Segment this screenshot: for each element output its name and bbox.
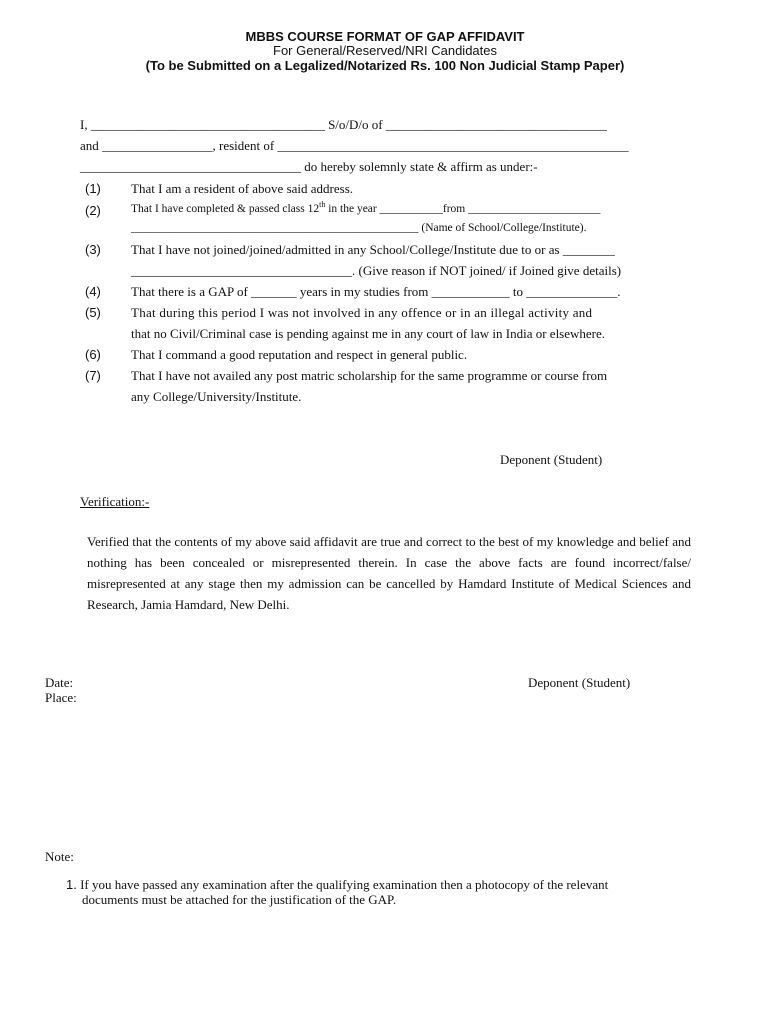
item-7-line-1: That I have not availed any post matric scholarship for the same programme or course from — [131, 368, 608, 383]
date-label: Date: — [45, 675, 74, 690]
item-number-3: (3) — [85, 242, 101, 257]
deponent-signature-label: Deponent (Student) — [500, 452, 603, 467]
document-subtitle: For General/Reserved/NRI Candidates — [273, 43, 497, 58]
item-2-line-2: __________________________________________________ (Name of School/College/Institute). — [131, 222, 587, 234]
item-number-7: (7) — [85, 368, 101, 383]
intro-line-2: and _________________, resident of ______________________________________________________ — [80, 138, 629, 153]
item-7-line-2: any College/University/Institute. — [131, 389, 302, 404]
item-1-line-1: That I am a resident of above said address. — [131, 181, 354, 196]
note-item-line-1: If you have passed any examination after the qualifying examination then a photocopy of the relevant — [80, 877, 609, 892]
item-2-text-pre: That I have completed & passed class 12 — [131, 203, 320, 215]
item-number-6: (6) — [85, 347, 101, 362]
item-3-line-2: __________________________________. (Give reason if NOT joined/ if Joined give details) — [131, 263, 622, 278]
item-2-line-1 — [131, 200, 601, 215]
note-heading: Note: — [45, 849, 74, 864]
item-3-line-1: That I have not joined/joined/admitted in any School/College/Institute due to or as ________ — [131, 242, 615, 257]
verification-heading: Verification:- — [80, 494, 150, 509]
document-instruction: (To be Submitted on a Legalized/Notarized Rs. 100 Non Judicial Stamp Paper) — [145, 58, 625, 73]
place-label: Place: — [45, 690, 77, 705]
intro-line-3: __________________________________ do hereby solemnly state & affirm as under:- — [80, 159, 538, 174]
note-item-line-2: documents must be attached for the justification of the GAP. — [82, 892, 397, 907]
item-2-superscript: th — [319, 200, 326, 209]
deponent-signature-label-2: Deponent (Student) — [528, 675, 631, 690]
verification-text: Verified that the contents of my above said affidavit are true and correct to the best of my knowledge and belief and nothing has been concealed or misrepresented therein. In case the above facts are found incorrect/false/ misrepresented at any stage then my admission can be cancelled by Hamdard Institute of Medical Sciences and Research, Jamia Hamdard, New Delhi. — [87, 534, 691, 612]
document-title: MBBS COURSE FORMAT OF GAP AFFIDAVIT — [245, 29, 525, 44]
item-number-2: (2) — [85, 203, 101, 218]
item-5-line-1: That during this period I was not involved in any offence or in an illegal activity and — [131, 305, 593, 320]
note-item-number: 1. — [66, 877, 77, 892]
item-6-line-1: That I command a good reputation and respect in general public. — [131, 347, 468, 362]
item-number-4: (4) — [85, 284, 101, 299]
note-item-1 — [66, 877, 608, 893]
item-5-line-2: that no Civil/Criminal case is pending against me in any court of law in India or elsewhere. — [131, 326, 606, 341]
item-2-text-post: in the year ___________from _______________________ — [325, 203, 601, 215]
item-number-5: (5) — [85, 305, 101, 320]
item-4-line-1: That there is a GAP of _______ years in my studies from ____________ to ______________. — [131, 284, 621, 299]
item-number-1: (1) — [85, 181, 101, 196]
intro-line-1: I, ____________________________________ S/o/D/o of __________________________________ — [80, 117, 607, 132]
